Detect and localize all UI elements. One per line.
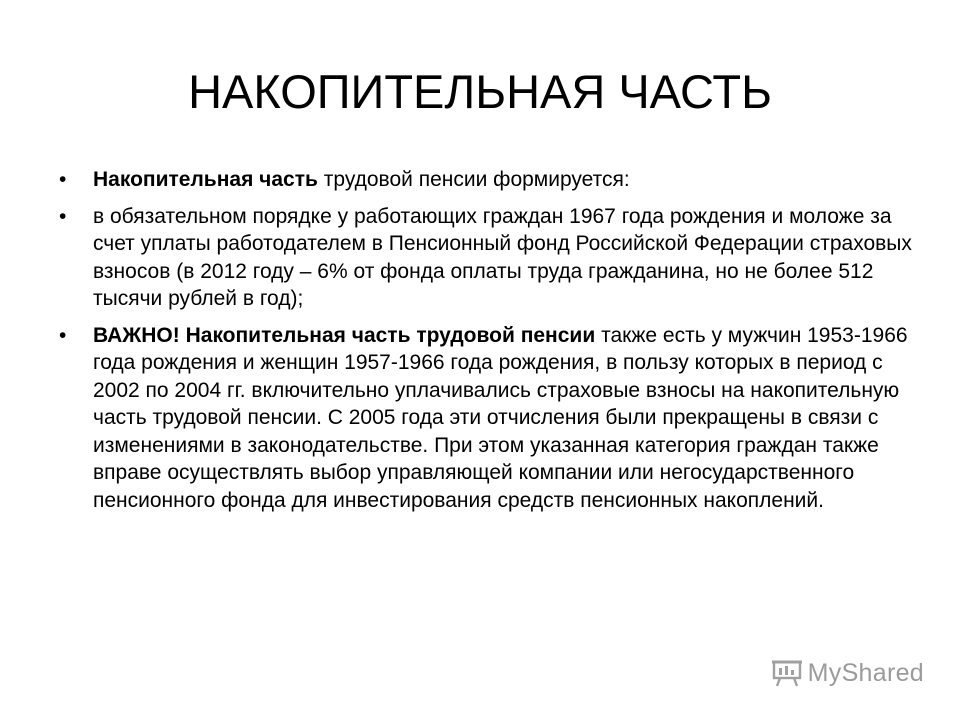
bullet-item — [59, 166, 913, 194]
myshared-logo — [772, 658, 924, 688]
bullet-item — [59, 322, 913, 515]
bullet-dot: • — [59, 204, 67, 228]
bullet-text: также есть у мужчин 1953-1966 года рождения и женщин 1957-1966 года рождения, в пользу которых в период с 2002 по 2004 гг. включительно уплачивались страховые взносы на накопительную часть трудовой пенсии. С 2005 года эти отчисления были прекращены в связи с изменениями в законодательстве. При этом указанная категория граждан также вправе осуществлять выбор управляющей компании или негосударственного пенсионного фонда для инвестирования средств пенсионных накоплений. — [93, 323, 908, 512]
slide-title: НАКОПИТЕЛЬНАЯ ЧАСТЬ — [188, 65, 772, 118]
logo-text: MyShared — [807, 659, 924, 687]
bullet-dot: • — [59, 323, 67, 347]
bullet-bold-text: ВАЖНО! Накопительная часть трудовой пенсии — [93, 323, 596, 347]
bullet-text: трудовой пенсии формируется: — [317, 168, 630, 191]
bullet-bold-text: Накопительная часть — [93, 168, 318, 191]
bullet-list — [59, 166, 913, 523]
presentation-board-icon — [772, 659, 802, 687]
bullet-text: в обязательном порядке у работающих граждан 1967 года рождения и моложе за счет уплаты работодателем в Пенсионный фонд Российской Федерации страховых взносов (в 2012 году – 6% от фонда оплаты труда гражданина, но не более 512 тысячи рублей в год); — [93, 204, 912, 310]
bullet-item — [59, 203, 913, 313]
bullet-dot: • — [59, 168, 67, 191]
